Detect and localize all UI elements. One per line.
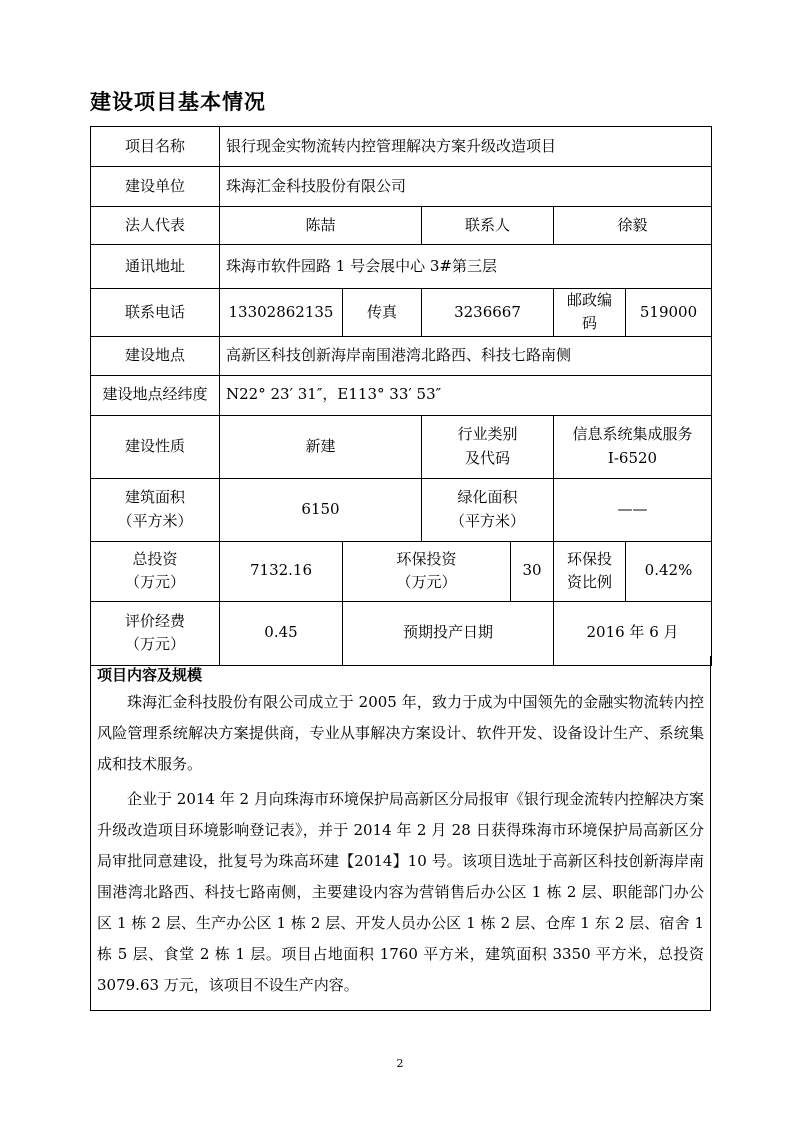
area-label-line-1: 建筑面积 [124, 488, 185, 507]
unit-value: 珠海汇金科技股份有限公司 [220, 167, 712, 207]
green-label-line-1: 绿化面积 [457, 488, 518, 507]
nature-label: 建设性质 [91, 415, 220, 478]
env-ratio-label-line-1: 环保投 [566, 549, 612, 568]
legal-value: 陈喆 [220, 207, 422, 245]
project-content-section [90, 656, 711, 1011]
industry-value [554, 415, 712, 478]
industry-label-line-2: 及代码 [464, 448, 510, 467]
section-title: 建设项目基本情况 [90, 90, 266, 114]
row-location [91, 336, 712, 375]
address-value: 珠海市软件园路 1 号会展中心 3#第三层 [220, 245, 712, 289]
fax-label: 传真 [343, 289, 422, 337]
row-invest [91, 541, 712, 601]
fax-value: 3236667 [422, 289, 554, 337]
address-label: 通讯地址 [91, 245, 220, 289]
content-paragraph-2: 企业于 2014 年 2 月向珠海市环境保护局高新区分局报审《银行现金流转内控解决方案升级改造项目环境影响登记表》，并于 2014 年 2 月 28 日获得珠海市环境保护局高新区分局审批同意建设，批复号为珠高环建【2014】10 号。该项目选址于高新区科技创新海岸南围港湾北路西、科技七路南侧，主要建设内容为营销售后办公区 1 栋 2 层、职能部门办公区 1 栋 2 层、生产办公区 1 栋 2 层、开发人员办公区 1 栋 2 层、仓库 1 东 2 层、宿舍 1 栋 5 层、食堂 2 栋 1 层。项目占地面积 1760 平方米，建筑面积 3350 平方米，总投资 3079.63 万元，该项目不设生产内容。 [97, 790, 704, 994]
fee-label-line-2: （万元） [124, 635, 185, 653]
area-label-line-2: （平方米） [117, 511, 193, 530]
env-ratio-value: 0.42% [626, 541, 712, 601]
industry-label [422, 415, 554, 478]
fee-label-line-1: 评价经费 [124, 611, 185, 630]
green-label-line-2: （平方米） [449, 511, 525, 530]
industry-label-line-1: 行业类别 [457, 425, 518, 444]
invest-label-line-2: （万元） [124, 573, 185, 591]
location-value: 高新区科技创新海岸南围港湾北路西、科技七路南侧 [220, 336, 712, 375]
green-label [422, 478, 554, 541]
row-unit [91, 167, 712, 207]
row-area [91, 478, 712, 541]
row-coords [91, 375, 712, 415]
row-legal [91, 207, 712, 245]
area-label [91, 478, 220, 541]
zip-value: 519000 [626, 289, 712, 337]
env-ratio-label [554, 541, 626, 601]
contact-label: 联系人 [422, 207, 554, 245]
project-name-label: 项目名称 [91, 127, 220, 167]
zip-label: 邮政编码 [554, 289, 626, 337]
row-nature [91, 415, 712, 478]
env-invest-value: 30 [511, 541, 554, 601]
date-label: 预期投产日期 [343, 601, 554, 665]
phone-label: 联系电话 [91, 289, 220, 337]
area-value: 6150 [220, 478, 422, 541]
row-address [91, 245, 712, 289]
coords-label: 建设地点经纬度 [91, 375, 220, 415]
page-number: 2 [396, 1057, 404, 1070]
date-value: 2016 年 6 月 [554, 601, 712, 665]
project-name-value: 银行现金实物流转内控管理解决方案升级改造项目 [220, 127, 712, 167]
project-info-table [90, 126, 712, 666]
coords-value: N22° 23′ 31″，E113° 33′ 53″ [220, 375, 712, 415]
invest-value: 7132.16 [220, 541, 343, 601]
nature-value: 新建 [220, 415, 422, 478]
env-invest-label-line-1: 环保投资 [396, 549, 457, 568]
unit-label: 建设单位 [91, 167, 220, 207]
location-label: 建设地点 [91, 336, 220, 375]
row-phone [91, 289, 712, 337]
phone-value: 13302862135 [220, 289, 343, 337]
industry-value-line-1: 信息系统集成服务 [572, 425, 693, 444]
content-heading: 项目内容及规模 [97, 666, 203, 684]
fee-value: 0.45 [220, 601, 343, 665]
row-project-name [91, 127, 712, 167]
env-invest-label [343, 541, 511, 601]
invest-label [91, 541, 220, 601]
legal-label: 法人代表 [91, 207, 220, 245]
env-ratio-label-line-2: 资比例 [566, 573, 612, 591]
green-value: —— [554, 478, 712, 541]
env-invest-label-line-2: （万元） [396, 573, 457, 591]
invest-label-line-1: 总投资 [132, 549, 178, 568]
content-paragraph-1: 珠海汇金科技股份有限公司成立于 2005 年，致力于成为中国领先的金融实物流转内控风险管理系统解决方案提供商，专业从事解决方案设计、软件开发、设备设计生产、系统集成和技术服务。 [97, 693, 704, 773]
contact-value: 徐毅 [554, 207, 712, 245]
industry-value-line-2: I-6520 [607, 448, 658, 467]
